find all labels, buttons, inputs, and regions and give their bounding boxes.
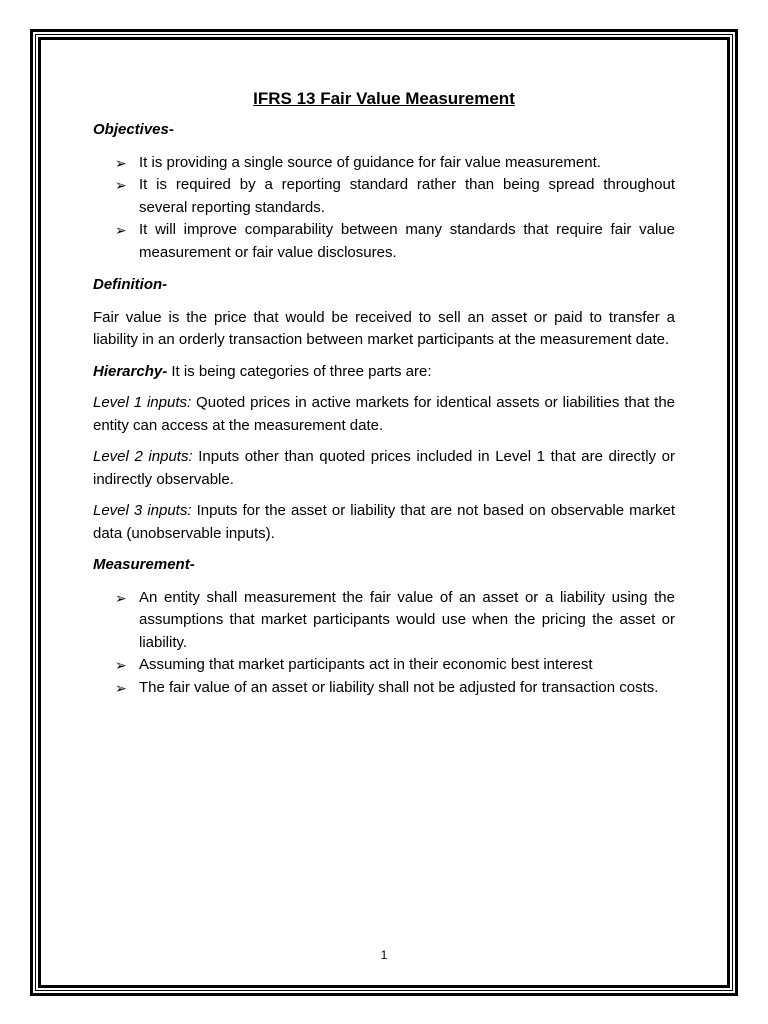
list-item bbox=[115, 152, 675, 175]
list-item-text: It will improve comparability between many standards that require fair value measurement or fair value disclosures. bbox=[139, 221, 675, 261]
definition-text: Fair value is the price that would be received to sell an asset or paid to transfer a liability in an orderly transaction between market participants at the measurement date. bbox=[93, 308, 675, 348]
list-item bbox=[115, 677, 675, 700]
measurement-list bbox=[93, 587, 675, 700]
arrow-bullet-icon: ➢ bbox=[115, 222, 127, 238]
list-item bbox=[115, 174, 675, 219]
objectives-heading: Objectives- bbox=[93, 121, 174, 138]
list-item-text: The fair value of an asset or liability shall not be adjusted for transaction costs. bbox=[139, 678, 659, 696]
arrow-bullet-icon: ➢ bbox=[115, 657, 127, 673]
hierarchy-label: Hierarchy- bbox=[93, 362, 168, 380]
definition-heading: Definition- bbox=[93, 276, 168, 293]
level-3-paragraph bbox=[93, 500, 675, 545]
list-item bbox=[115, 219, 675, 264]
objectives-list bbox=[93, 152, 675, 265]
level-1-text: Quoted prices in active markets for identical assets or liabilities that the entity can access at the measurement date. bbox=[93, 394, 676, 434]
document-title: IFRS 13 Fair Value Measurement bbox=[253, 89, 515, 108]
level-3-text: Inputs for the asset or liability that are not based on observable market data (unobservable inputs). bbox=[93, 502, 675, 542]
level-3-label: Level 3 inputs: bbox=[93, 502, 192, 519]
list-item-text: Assuming that market participants act in their economic best interest bbox=[139, 656, 593, 673]
list-item-text: It is required by a reporting standard rather than being spread throughout several reporting standards. bbox=[139, 176, 675, 216]
level-2-text: Inputs other than quoted prices included in Level 1 that are directly or indirectly observable. bbox=[93, 448, 675, 488]
level-2-paragraph bbox=[93, 446, 675, 491]
arrow-bullet-icon: ➢ bbox=[115, 177, 127, 193]
list-item-text: It is providing a single source of guidance for fair value measurement. bbox=[139, 153, 601, 171]
list-item bbox=[115, 587, 675, 655]
level-1-label: Level 1 inputs: bbox=[93, 394, 192, 411]
arrow-bullet-icon: ➢ bbox=[115, 589, 127, 606]
page-number: 1 bbox=[380, 948, 388, 962]
hierarchy-text: It is being categories of three parts are: bbox=[167, 362, 432, 380]
level-2-label: Level 2 inputs: bbox=[93, 448, 193, 465]
hierarchy-paragraph bbox=[93, 361, 675, 384]
document-body bbox=[93, 88, 675, 709]
list-item-text: An entity shall measurement the fair value of an asset or a liability using the assumptions that market participants would use when the pricing the asset or liability. bbox=[139, 588, 675, 651]
arrow-bullet-icon: ➢ bbox=[115, 154, 127, 171]
measurement-heading: Measurement- bbox=[93, 556, 195, 573]
arrow-bullet-icon: ➢ bbox=[115, 679, 127, 696]
list-item bbox=[115, 654, 675, 677]
level-1-paragraph bbox=[93, 392, 675, 437]
